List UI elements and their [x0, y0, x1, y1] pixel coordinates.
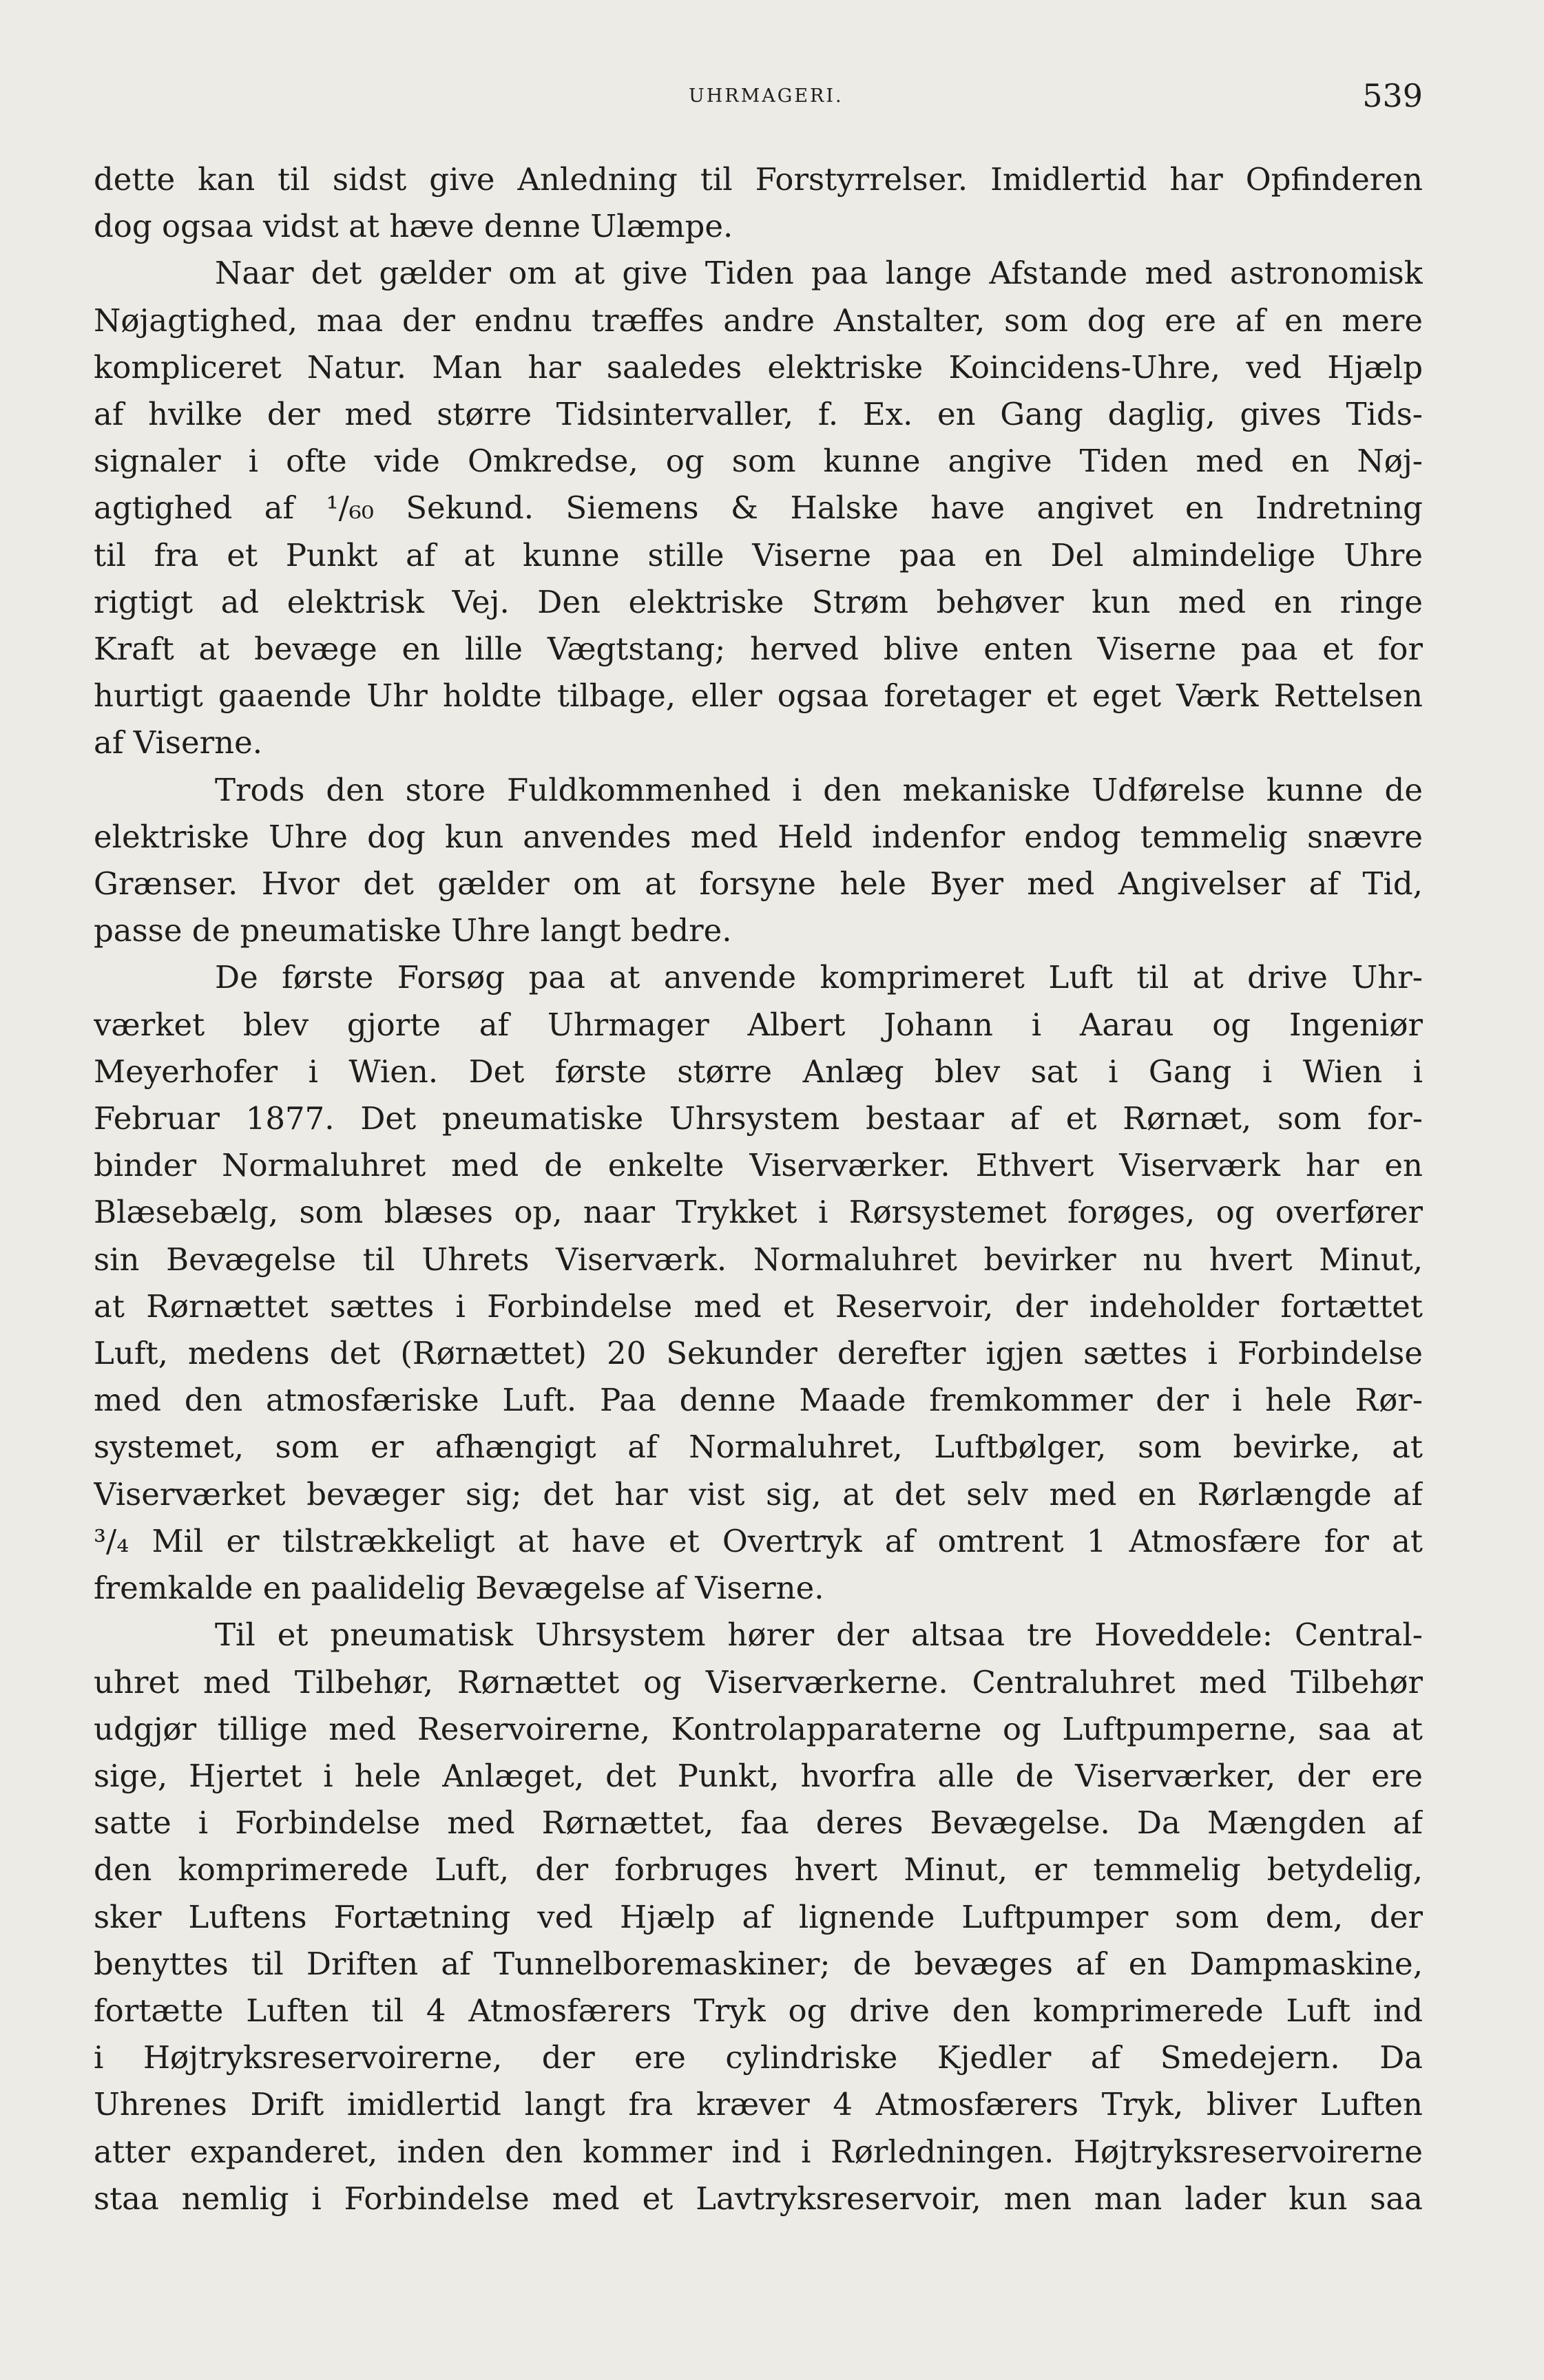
- text-line: fortætte Luften til 4 Atmosfærers Tryk og drive den komprimerede Luft ind: [94, 1992, 1423, 2029]
- text-line: af hvilke der med større Tidsintervaller, f. Ex. en Gang daglig, gives Tids-: [94, 396, 1423, 433]
- text-line: sker Luftens Fortætning ved Hjælp af lignende Luftpumper som dem, der: [94, 1898, 1423, 1935]
- text-line: passe de pneumatiske Uhre langt bedre.: [94, 912, 732, 949]
- text-line: til fra et Punkt af at kunne stille Viserne paa en Del almindelige Uhre: [94, 536, 1423, 573]
- text-line: sige, Hjertet i hele Anlæget, det Punkt, hvorfra alle de Viserværker, der ere: [94, 1757, 1423, 1794]
- text-line: Trods den store Fuldkommenhed i den mekaniske Udførelse kunne de: [215, 771, 1423, 808]
- text-line: satte i Forbindelse med Rørnættet, faa deres Bevægelse. Da Mængden af: [94, 1804, 1423, 1842]
- text-line: elektriske Uhre dog kun anvendes med Held indenfor endog temmelig snævre: [94, 818, 1423, 855]
- text-line: atter expanderet, inden den kommer ind i Rørledningen. Højtryksreservoirerne: [94, 2133, 1423, 2170]
- text-line: kompliceret Natur. Man har saaledes elektriske Koincidens-Uhre, ved Hjælp: [94, 348, 1423, 386]
- text-line: Til et pneumatisk Uhrsystem hører der altsaa tre Hoveddele: Central-: [215, 1616, 1423, 1654]
- text-line: binder Normaluhret med de enkelte Viserværker. Ethvert Viserværk har en: [94, 1147, 1423, 1184]
- text-line: systemet, som er afhængigt af Normaluhret, Luftbølger, som bevirke, at: [94, 1429, 1423, 1466]
- text-line: staa nemlig i Forbindelse med et Lavtryksreservoir, men man lader kun saa: [94, 2180, 1423, 2217]
- body-text: [94, 156, 1423, 2222]
- text-line: den komprimerede Luft, der forbruges hvert Minut, er temmelig betydelig,: [94, 1851, 1423, 1888]
- text-line: rigtigt ad elektrisk Vej. Den elektriske Strøm behøver kun med en ringe: [94, 583, 1423, 620]
- text-line: Grænser. Hvor det gælder om at forsyne hele Byer med Angivelser af Tid,: [94, 865, 1423, 903]
- text-line: dog ogsaa vidst at hæve denne Ulæmpe.: [94, 208, 733, 245]
- text-line: værket blev gjorte af Uhrmager Albert Johann i Aarau og Ingeniør: [94, 1006, 1423, 1043]
- text-line: ³/₄ Mil er tilstrækkeligt at have et Overtryk af omtrent 1 Atmosfære for at: [94, 1522, 1423, 1559]
- text-line: benyttes til Driften af Tunnelboremaskiner; de bevæges af en Dampmaskine,: [94, 1945, 1423, 1982]
- text-line: Naar det gælder om at give Tiden paa lange Afstande med astronomisk: [215, 255, 1423, 292]
- text-line: agtighed af ¹/₆₀ Sekund. Siemens & Halske have angivet en Indretning: [94, 489, 1423, 527]
- text-line: uhret med Tilbehør, Rørnættet og Viserværkerne. Centraluhret med Tilbehør: [94, 1663, 1423, 1700]
- text-line: Kraft at bevæge en lille Vægtstang; herved blive enten Viserne paa et for: [94, 631, 1423, 668]
- text-line: fremkalde en paalidelig Bevægelse af Viserne.: [94, 1570, 824, 1607]
- text-line: af Viserne.: [94, 724, 263, 761]
- text-line: Blæsebælg, som blæses op, naar Trykket i Rørsystemet forøges, og overfører: [94, 1194, 1423, 1231]
- running-title: UHRMAGERI.: [689, 85, 844, 107]
- text-line: dette kan til sidst give Anledning til Forstyrrelser. Imidlertid har Opfinderen: [94, 161, 1423, 198]
- text-line: i Højtryksreservoirerne, der ere cylindriske Kjedler af Smedejern. Da: [94, 2039, 1423, 2076]
- text-line: Luft, medens det (Rørnættet) 20 Sekunder derefter igjen sættes i Forbindelse: [94, 1335, 1423, 1372]
- text-line: signaler i ofte vide Omkredse, og som kunne angive Tiden med en Nøj-: [94, 443, 1423, 480]
- text-line: Meyerhofer i Wien. Det første større Anlæg blev sat i Gang i Wien i: [94, 1053, 1423, 1090]
- text-line: sin Bevægelse til Uhrets Viserværk. Normaluhret bevirker nu hvert Minut,: [94, 1241, 1423, 1278]
- page-number: 539: [1362, 77, 1423, 114]
- text-line: med den atmosfæriske Luft. Paa denne Maade fremkommer der i hele Rør-: [94, 1382, 1423, 1419]
- text-line: Viserværket bevæger sig; det har vist sig, at det selv med en Rørlængde af: [94, 1475, 1423, 1513]
- text-line: at Rørnættet sættes i Forbindelse med et Reservoir, der indeholder fortættet: [94, 1287, 1423, 1325]
- text-line: hurtigt gaaende Uhr holdte tilbage, eller ogsaa foretager et eget Værk Rettelsen: [94, 677, 1423, 715]
- text-line: Februar 1877. Det pneumatiske Uhrsystem bestaar af et Rørnæt, som for-: [94, 1100, 1423, 1137]
- text-line: udgjør tillige med Reservoirerne, Kontrolapparaterne og Luftpumperne, saa at: [94, 1710, 1423, 1747]
- page-header: [0, 77, 1544, 129]
- text-line: De første Forsøg paa at anvende komprimeret Luft til at drive Uhr-: [215, 959, 1423, 996]
- text-line: Uhrenes Drift imidlertid langt fra kræver 4 Atmosfærers Tryk, bliver Luften: [94, 2086, 1423, 2123]
- text-line: Nøjagtighed, maa der endnu træffes andre Anstalter, som dog ere af en mere: [94, 302, 1423, 339]
